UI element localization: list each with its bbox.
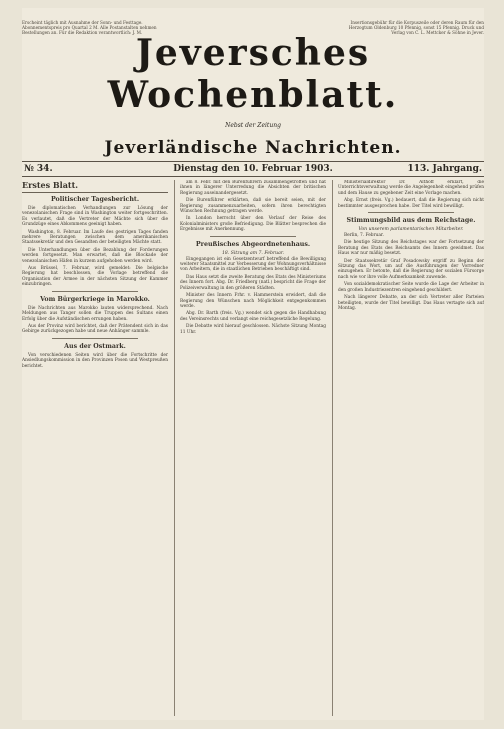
article-paragraph: Aus Brüssel, 7. Februar, wird gemeldet: Die belgische Regierung hat beschlossen, die Vorlage betreffend die Organisation der Armee in der nächsten Sitzung der Kammer einzubringen. <box>22 266 168 288</box>
divider <box>52 291 138 292</box>
article-paragraph: Nach längerer Debatte, an der sich Vertreter aller Parteien beteiligten, wurde der Titel bewilligt. Das Haus vertagte sich auf Montag. <box>338 295 484 311</box>
divider <box>368 212 454 213</box>
issue-date: Dienstag den 10. Februar 1903. <box>173 164 333 174</box>
section-heading: Politischer Tagesbericht. <box>50 196 140 203</box>
advertising-info: Insertionsgebühr für die Korpuszeile oder deren Raum für den Herzogtum Oldenburg 10 Pfennig, sonst 15 Pfennig. Druck und Verlag von C. L. Mettcker & Söhne in Jever. <box>348 20 484 36</box>
supplement-note: Nebst der Zeitung <box>225 122 281 129</box>
section-heading: Stimmungsbild aus dem Reichstage. <box>346 217 476 225</box>
article-paragraph: Von verschiedenen Seiten wird über die Fortschritte der Ansiedlungskommission in den Provinzen Posen und Westpreußen berichtet. <box>22 352 168 369</box>
issue-number: № 34. <box>24 164 53 174</box>
newspaper-subtitle: Jeverländische Nachrichten. <box>104 138 402 158</box>
article-paragraph: Aus der Provinz wird berichtet, daß der Prätendent sich in das Gebirge zurückgezogen habe und neue Anhänger sammle. <box>22 323 168 335</box>
article-paragraph: Die Nachrichten aus Marokko lauten widersprechend. Nach Meldungen aus Tanger sollen die Truppen des Sultans einen Erfolg über die Aufständischen errungen haben. <box>22 305 168 322</box>
subscription-info: Erscheint täglich mit Ausnahme der Sonn- und Festtage. Abonnementspreis pro Quartal 2 M. Alle Postanstalten nehmen Bestellungen an. Für die Redaktion verantwortlich: J. M. <box>22 20 157 36</box>
article-paragraph: In London herrscht über den Verlauf der Reise des Kolonialministers große Befriedigung. Die Blätter besprechen die Ergebnisse mit Anerkennung. <box>180 216 326 233</box>
volume-year: 113. Jahrgang. <box>407 164 482 174</box>
column-middle <box>180 180 326 720</box>
article-paragraph: Ministerialdirektor Dr. Althoff erklärt, die Unterrichtsverwaltung werde die Angelegenheit eingehend prüfen und dem Hause zu gegebener Zeit eine Vorlage machen. <box>338 180 484 196</box>
article-paragraph: Das Haus setzt die zweite Beratung des Etats des Ministeriums des Innern fort. Abg. Dr. Friedberg (natl.) bespricht die Frage der Polizeiverwaltung in den größeren Städten. <box>180 274 326 291</box>
newspaper-page <box>22 8 484 720</box>
article-paragraph: Abg. Ernst (freis. Vg.) bedauert, daß die Regierung sich nicht bestimmter ausgesprochen habe. Der Titel wird bewilligt. <box>338 198 484 209</box>
article-paragraph: Minister des Innern Frhr. v. Hammerstein erwidert, daß die Regierung den Wünschen nach Möglichkeit entgegenkommen werde. <box>180 293 326 309</box>
masthead <box>22 8 484 116</box>
article-paragraph: Washington, 8. Februar. Im Laufe des gestrigen Tages fanden mehrere Beratungen zwischen dem amerikanischen Staatssekretär und den Gesandten der beteiligten Mächte statt. <box>22 229 168 246</box>
section-heading: Vom Bürgerkriege in Marokko. <box>40 295 150 303</box>
newspaper-title: Jeversches Wochenblatt. <box>107 32 399 116</box>
section-heading: Preußisches Abgeordnetenhaus. <box>195 240 311 248</box>
column-rule <box>332 180 333 716</box>
article-paragraph: Die Unterhandlungen über die Bezahlung der Forderungen werden fortgesetzt. Man erwartet, daß die Blockade der venezolanischen Häfen in kurzem aufgehoben werden wird. <box>22 247 168 264</box>
article-paragraph: Abg. Dr. Barth (freis. Vg.) wendet sich gegen die Handhabung des Vereinsrechts und verlangt eine reichsgesetzliche Regelung. <box>180 311 326 322</box>
article-paragraph: Von sozialdemokratischer Seite wurde die Lage der Arbeiter in den großen Industriezentren eingehend geschildert. <box>338 282 484 293</box>
article-paragraph: Berlin, 7. Februar. <box>344 233 384 239</box>
section-subheading: 18. Sitzung am 7. Februar. <box>221 250 284 256</box>
article-paragraph: Die heutige Sitzung des Reichstages war der Fortsetzung der Beratung des Etats des Reichsamts des Innern gewidmet. Das Haus war nur mäßig besetzt. <box>338 240 484 257</box>
divider <box>52 338 138 339</box>
section-subheading: Von unserem parlamentarischen Mitarbeiter. <box>358 227 464 233</box>
section-heading: Aus der Ostmark. <box>64 342 126 350</box>
article-paragraph: Der Staatssekretär Graf Posadowsky ergriff zu Beginn der Sitzung das Wort, um auf die Ausführungen der Vorredner einzugehen. Er betonte, daß die Regierung der sozialen Fürsorge nach wie vor ihre volle Aufmerksamkeit zuwende. <box>338 258 484 280</box>
article-paragraph: Die Debatte wird hierauf geschlossen. Nächste Sitzung Montag 11 Uhr. <box>180 324 326 335</box>
article-paragraph: Die Burenführer erklärten, daß sie bereit seien, mit der Regierung zusammenzuarbeiten, sofern ihren berechtigten Wünschen Rechnung getragen werde. <box>180 198 326 215</box>
divider <box>210 236 296 237</box>
erstes-blatt-heading: Erstes Blatt. <box>22 180 168 193</box>
column-rule <box>174 180 175 716</box>
article-paragraph: Eingegangen ist ein Gesetzentwurf betreffend die Bewilligung weiterer Staatsmittel zur Verbesserung der Wohnungsverhältnisse von Arbeitern, die in staatlichen Betrieben beschäftigt sind. <box>180 256 326 273</box>
article-paragraph: Die diplomatischen Verhandlungen zur Lösung der venezolanischen Frage sind in Washington weiter fortgeschritten. Es verlautet, daß die Vertreter der Mächte sich über die Grundzüge eines Abkommens geeinigt haben. <box>22 206 168 228</box>
article-paragraph: am 8. Febr. mit den Burenführern zusammengetroffen und hat ihnen in längerer Unterredung die Absichten der britischen Regierung auseinandergesetzt. <box>180 180 326 196</box>
column-left <box>22 180 168 720</box>
dateline <box>22 161 484 177</box>
column-right <box>338 180 484 720</box>
